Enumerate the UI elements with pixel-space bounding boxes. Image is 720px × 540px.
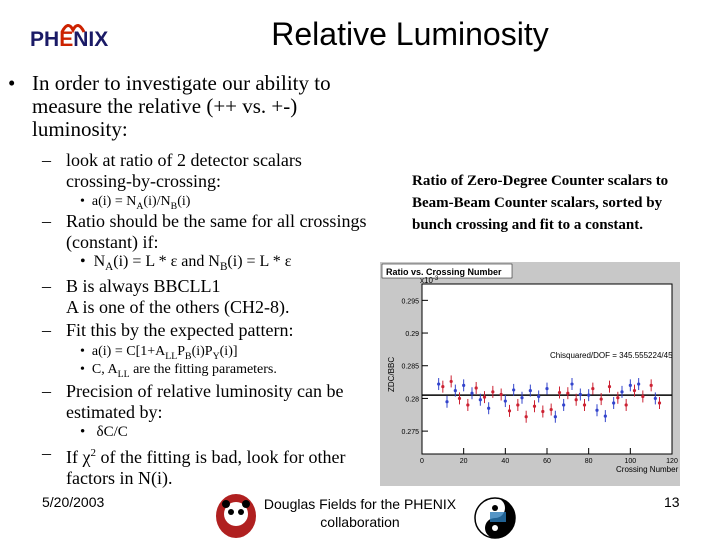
logo-wings-icon [60,20,86,34]
x-tick-label: 80 [584,458,593,465]
data-point [575,398,578,401]
data-point [450,380,453,383]
data-point [562,403,565,406]
data-point [516,403,519,406]
y-exponent-label: $x10^{-3}$ [420,276,439,285]
data-point [595,409,598,412]
data-point [566,392,569,395]
data-point [612,401,615,404]
bullet-dot-icon: • [8,71,16,95]
y-axis-label: ZDC/BBC [387,356,396,392]
x-tick-label: 60 [543,458,551,465]
y-tick-label: 0.285 [401,363,419,371]
y-tick-label: 0.295 [401,298,419,306]
y-tick-label: 0.275 [401,429,419,437]
x-tick-label: 40 [501,458,510,465]
data-point [529,389,532,392]
ratio-plot [380,262,680,486]
precision-formula: • δC/C [80,424,128,440]
main-bullet: • In order to investigate our ability to measure the relative (++ vs. +-) luminosity: [8,71,331,141]
data-point [545,387,548,390]
data-point [587,394,590,397]
fit-pattern: • $a(i) = C[1+A_{LL}P_B(i)P_Y(i)]$ [80,344,238,362]
data-point [550,408,553,411]
data-point [512,388,515,391]
constant-condition: • $N_A(i) = L * \varepsilon$ and $N_B(i) = L * \varepsilon$ [80,253,292,274]
data-point [462,384,465,387]
small-bullet-icon: • [80,194,92,209]
sub-bullet-6: – If $\chi^2$ of the fitting is bad, look for other factors in N(i). [42,443,346,488]
data-point [445,400,448,403]
fit-stats-label: Chisquared/DOF = 345.555224/45 [550,351,673,360]
data-point [541,410,544,413]
data-point [637,382,640,385]
data-point [533,405,536,408]
small-bullet-icon: • [80,344,92,359]
phenix-logo-text: PHENIX [30,28,109,51]
data-point [608,385,611,388]
x-tick-label: 100 [624,458,637,465]
data-point [475,386,478,389]
data-point [491,390,494,393]
slide-title: Relative Luminosity [271,16,549,52]
data-point [525,415,528,418]
data-point [508,409,511,412]
data-point [633,389,636,392]
small-bullet-icon: • [80,362,92,377]
data-point [616,396,619,399]
sub-bullet-4: – Fit this by the expected pattern: [42,320,294,340]
plot-frame [422,284,672,454]
data-point [604,414,607,417]
sub-bullet-5: – Precision of relative luminosity can be estimated by: [42,381,344,422]
data-point [629,384,632,387]
data-point [570,382,573,385]
data-point [654,397,657,400]
data-point [500,393,503,396]
data-point [483,396,486,399]
y-tick-label: 0.28 [405,396,419,404]
y-tick-label: 0.29 [405,331,419,339]
data-point [504,399,507,402]
data-point [579,393,582,396]
data-point [441,385,444,388]
data-point [583,403,586,406]
data-point [520,396,523,399]
collaboration-logo-icon [470,494,520,540]
data-point [620,390,623,393]
phenix-logo [30,22,134,56]
sub-bullet-1: – look at ratio of 2 detector scalars crossing-by-crossing: [42,150,302,191]
x-axis-label: Crossing Number [616,465,679,474]
data-point [537,395,540,398]
plot-title: Ratio vs. Crossing Number [386,267,502,277]
ratio-plot-svg [380,262,680,486]
data-point [591,387,594,390]
fit-parameters: • C, $A_{LL}$ are the fitting parameters. [80,362,277,380]
data-point [466,403,469,406]
data-point [650,384,653,387]
footer-date: 5/20/2003 [42,494,105,510]
x-tick-label: 20 [459,458,468,465]
plot-caption: Ratio of Zero-Degree Counter scalars to Beam-Beam Counter scalars, sorted by bunch crossing and fit to a constant. [412,173,669,233]
footer-author: Douglas Fields for the PHENIX collaboration [263,496,457,530]
small-bullet-icon: • [80,424,97,440]
sub-bullet-2: – Ratio should be the same for all crossings (constant) if: [42,211,367,252]
data-point [470,392,473,395]
sub-bullet-3: – B is always BBCLL1 A is one of the others (CH2-8). [42,276,290,317]
data-point [658,401,661,404]
data-point [458,397,461,400]
data-point [558,391,561,394]
data-point [554,415,557,418]
data-point [487,407,490,410]
data-point [625,403,628,406]
data-point [641,395,644,398]
data-point [600,397,603,400]
x-tick-label: 120 [666,458,678,465]
ratio-definition: • $a(i) = N_A(i)/N_B(i)$ [80,194,191,212]
data-point [479,398,482,401]
x-tick-label: 0 [420,458,424,465]
data-point [454,389,457,392]
data-point [437,382,440,385]
page-number: 13 [664,494,680,510]
small-bullet-icon: • [80,253,94,270]
